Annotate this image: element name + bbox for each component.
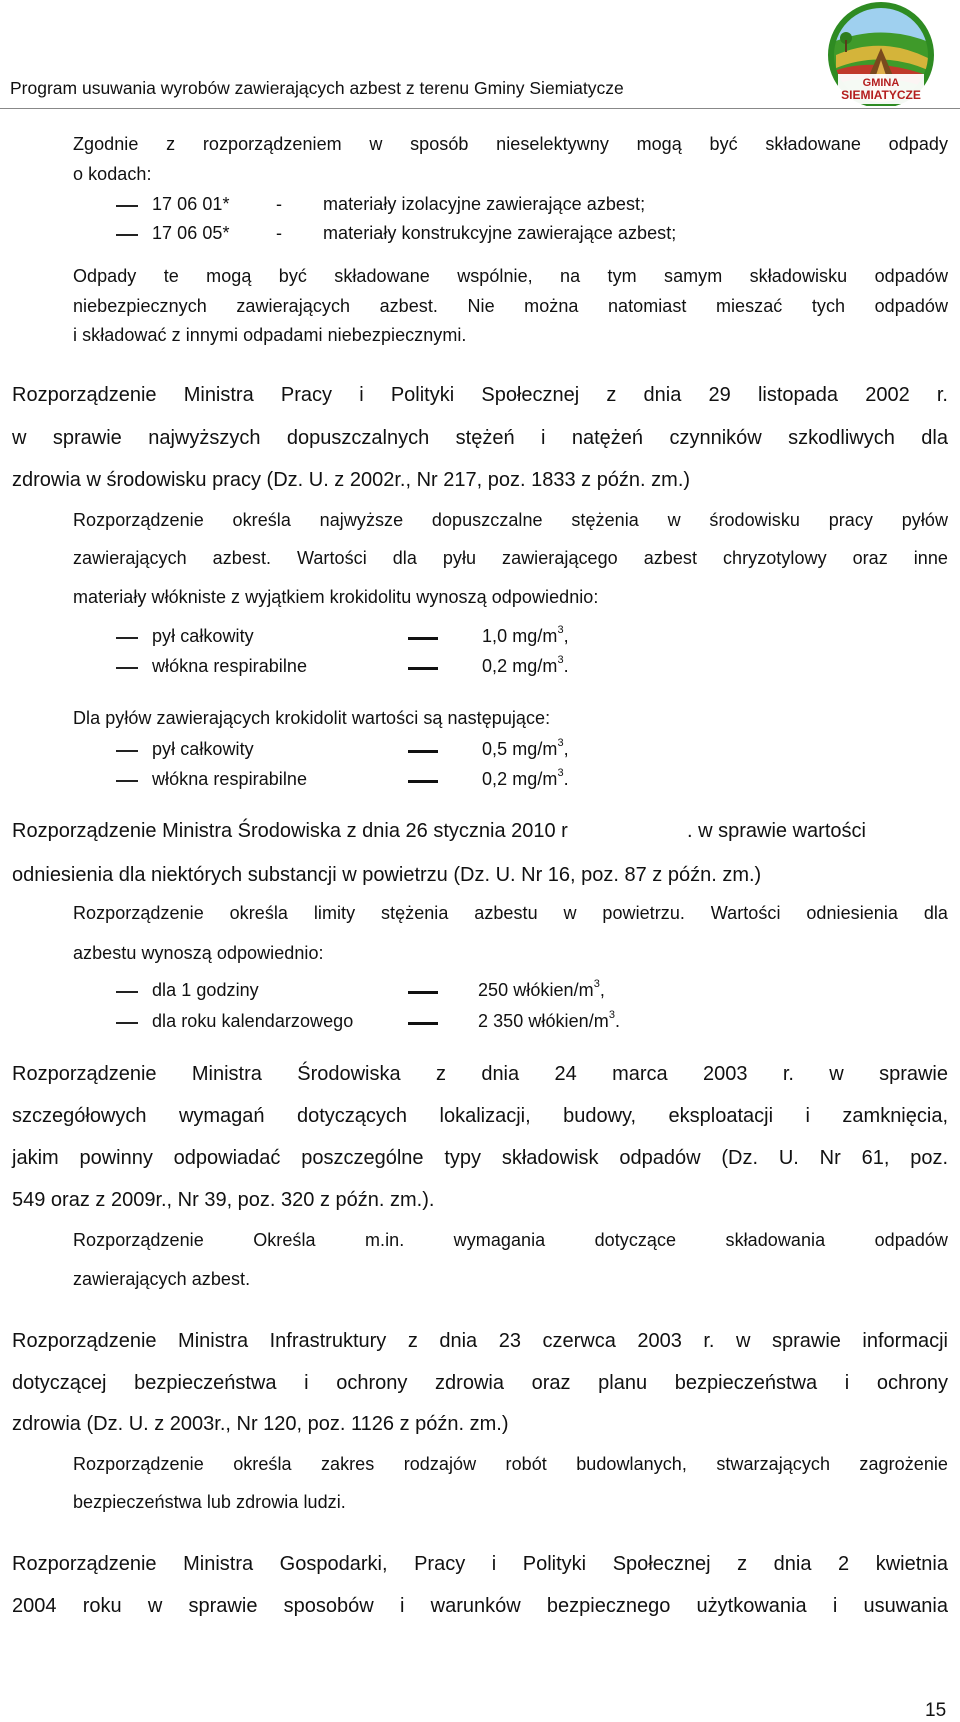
limit-name: włókna respirabilne [152,656,308,676]
header-divider [0,108,960,109]
body-text: zawierających azbest. [73,1269,251,1289]
regulation-heading: 549 oraz z 2009r., Nr 39, poz. 320 z późn. zm.). [12,1189,435,1211]
waste-code: 17 06 01* [152,194,230,214]
body-text: Dla pyłów zawierających krokidolit wartości są następujące: [73,708,551,728]
list-dash [408,991,438,994]
logo-text-top: GMINA [862,77,900,89]
list-dash [408,750,438,753]
limit-name: dla roku kalendarzowego [152,1011,354,1031]
regulation-heading: Rozporządzenie Ministra Środowiska z dnia 24 marca 2003 r. w sprawie [12,1063,948,1085]
list-separator: - [276,194,283,214]
body-text: materiały włókniste z wyjątkiem krokidolitu wynoszą odpowiednio: [73,587,599,607]
list-dash [408,667,438,670]
list-dash [116,637,138,639]
list-dash [116,667,138,669]
body-text: Zgodnie z rozporządzeniem w sposób nieselektywny mogą być składowane odpady [73,134,948,154]
regulation-heading: zdrowia (Dz. U. z 2003r., Nr 120, poz. 1126 z późn. zm.) [12,1413,509,1435]
body-text: bezpieczeństwa lub zdrowia ludzi. [73,1492,346,1512]
limit-value: 250 włókien/$m^3$, [478,978,605,1000]
gmina-logo [816,0,946,106]
list-dash [116,205,138,207]
limit-value: 0,2 $mg/m^3$. [482,654,569,676]
body-text: Odpady te mogą być składowane wspólnie, na tym samym składowisku odpadów [73,266,948,286]
body-text: zawierających azbest. Wartości dla pyłu zawierającego azbest chryzotylowy oraz inne [73,548,948,568]
regulation-heading: jakim powinny odpowiadać poszczególne typy składowisk odpadów (Dz. U. Nr 61, poz. [12,1147,948,1169]
regulation-heading: Rozporządzenie Ministra Gospodarki, Pracy i Polityki Społecznej z dnia 2 kwietnia [12,1553,948,1575]
body-text: niebezpiecznych zawierających azbest. Nie można natomiast mieszać tych odpadów [73,296,948,316]
limit-value: 2 350 włókien/$m^3$. [478,1009,621,1031]
body-text: Rozporządzenie określa limity stężenia azbestu w powietrzu. Wartości odniesienia dla [73,903,948,923]
regulation-heading: Rozporządzenie Ministra Infrastruktury z dnia 23 czerwca 2003 r. w sprawie informacji [12,1330,948,1352]
list-dash [116,234,138,236]
waste-desc: materiały izolacyjne zawierające azbest; [323,194,646,214]
limit-value: 0,2 $mg/m^3$. [482,767,569,789]
header-title: Program usuwania wyrobów zawierających azbest z terenu Gminy Siemiatycze [10,78,624,98]
page-number: 15 [925,1700,947,1721]
limit-name: dla 1 godziny [152,980,259,1000]
regulation-heading: odniesienia dla niektórych substancji w powietrzu (Dz. U. Nr 16, poz. 87 z późn. zm.) [12,864,762,886]
body-text: i składować z innymi odpadami niebezpiecznymi. [73,325,467,345]
list-separator: - [276,223,283,243]
limit-name: włókna respirabilne [152,769,308,789]
regulation-heading: . w sprawie wartości [687,820,866,842]
body-text: azbestu wynoszą odpowiednio: [73,943,324,963]
list-dash [408,637,438,640]
list-dash [116,1022,138,1024]
limit-value: 1,0 $mg/m^3$, [482,624,569,646]
body-text: o kodach: [73,164,152,184]
list-dash [116,780,138,782]
limit-name: pył całkowity [152,739,254,759]
list-dash [116,750,138,752]
regulation-heading: Rozporządzenie Ministra Pracy i Polityki Społecznej z dnia 29 listopada 2002 r. [12,384,948,406]
waste-desc: materiały konstrukcyjne zawierające azbest; [323,223,677,243]
regulation-heading: 2004 roku w sprawie sposobów i warunków bezpiecznego użytkowania i usuwania [12,1595,948,1617]
list-dash [408,1022,438,1025]
logo-text-bottom: SIEMIATYCZE [841,88,921,102]
regulation-heading: zdrowia w środowisku pracy (Dz. U. z 2002r., Nr 217, poz. 1833 z późn. zm.) [12,469,691,491]
body-text: Rozporządzenie określa najwyższe dopuszczalne stężenia w środowisku pracy pyłów [73,510,948,530]
limit-value: 0,5 $mg/m^3$, [482,737,569,759]
body-text: Rozporządzenie określa zakres rodzajów robót budowlanych, stwarzających zagrożenie [73,1454,948,1474]
list-dash [116,991,138,993]
waste-code: 17 06 05* [152,223,230,243]
regulation-heading: w sprawie najwyższych dopuszczalnych stężeń i natężeń czynników szkodliwych dla [12,427,948,449]
regulation-heading: dotyczącej bezpieczeństwa i ochrony zdrowia oraz planu bezpieczeństwa i ochrony [12,1372,948,1394]
regulation-heading: Rozporządzenie Ministra Środowiska z dnia 26 stycznia 2010 r [12,820,568,842]
list-dash [408,780,438,783]
body-text: Rozporządzenie Określa m.in. wymagania dotyczące składowania odpadów [73,1230,948,1250]
limit-name: pył całkowity [152,626,254,646]
regulation-heading: szczegółowych wymagań dotyczących lokalizacji, budowy, eksploatacji i zamknięcia, [12,1105,948,1127]
